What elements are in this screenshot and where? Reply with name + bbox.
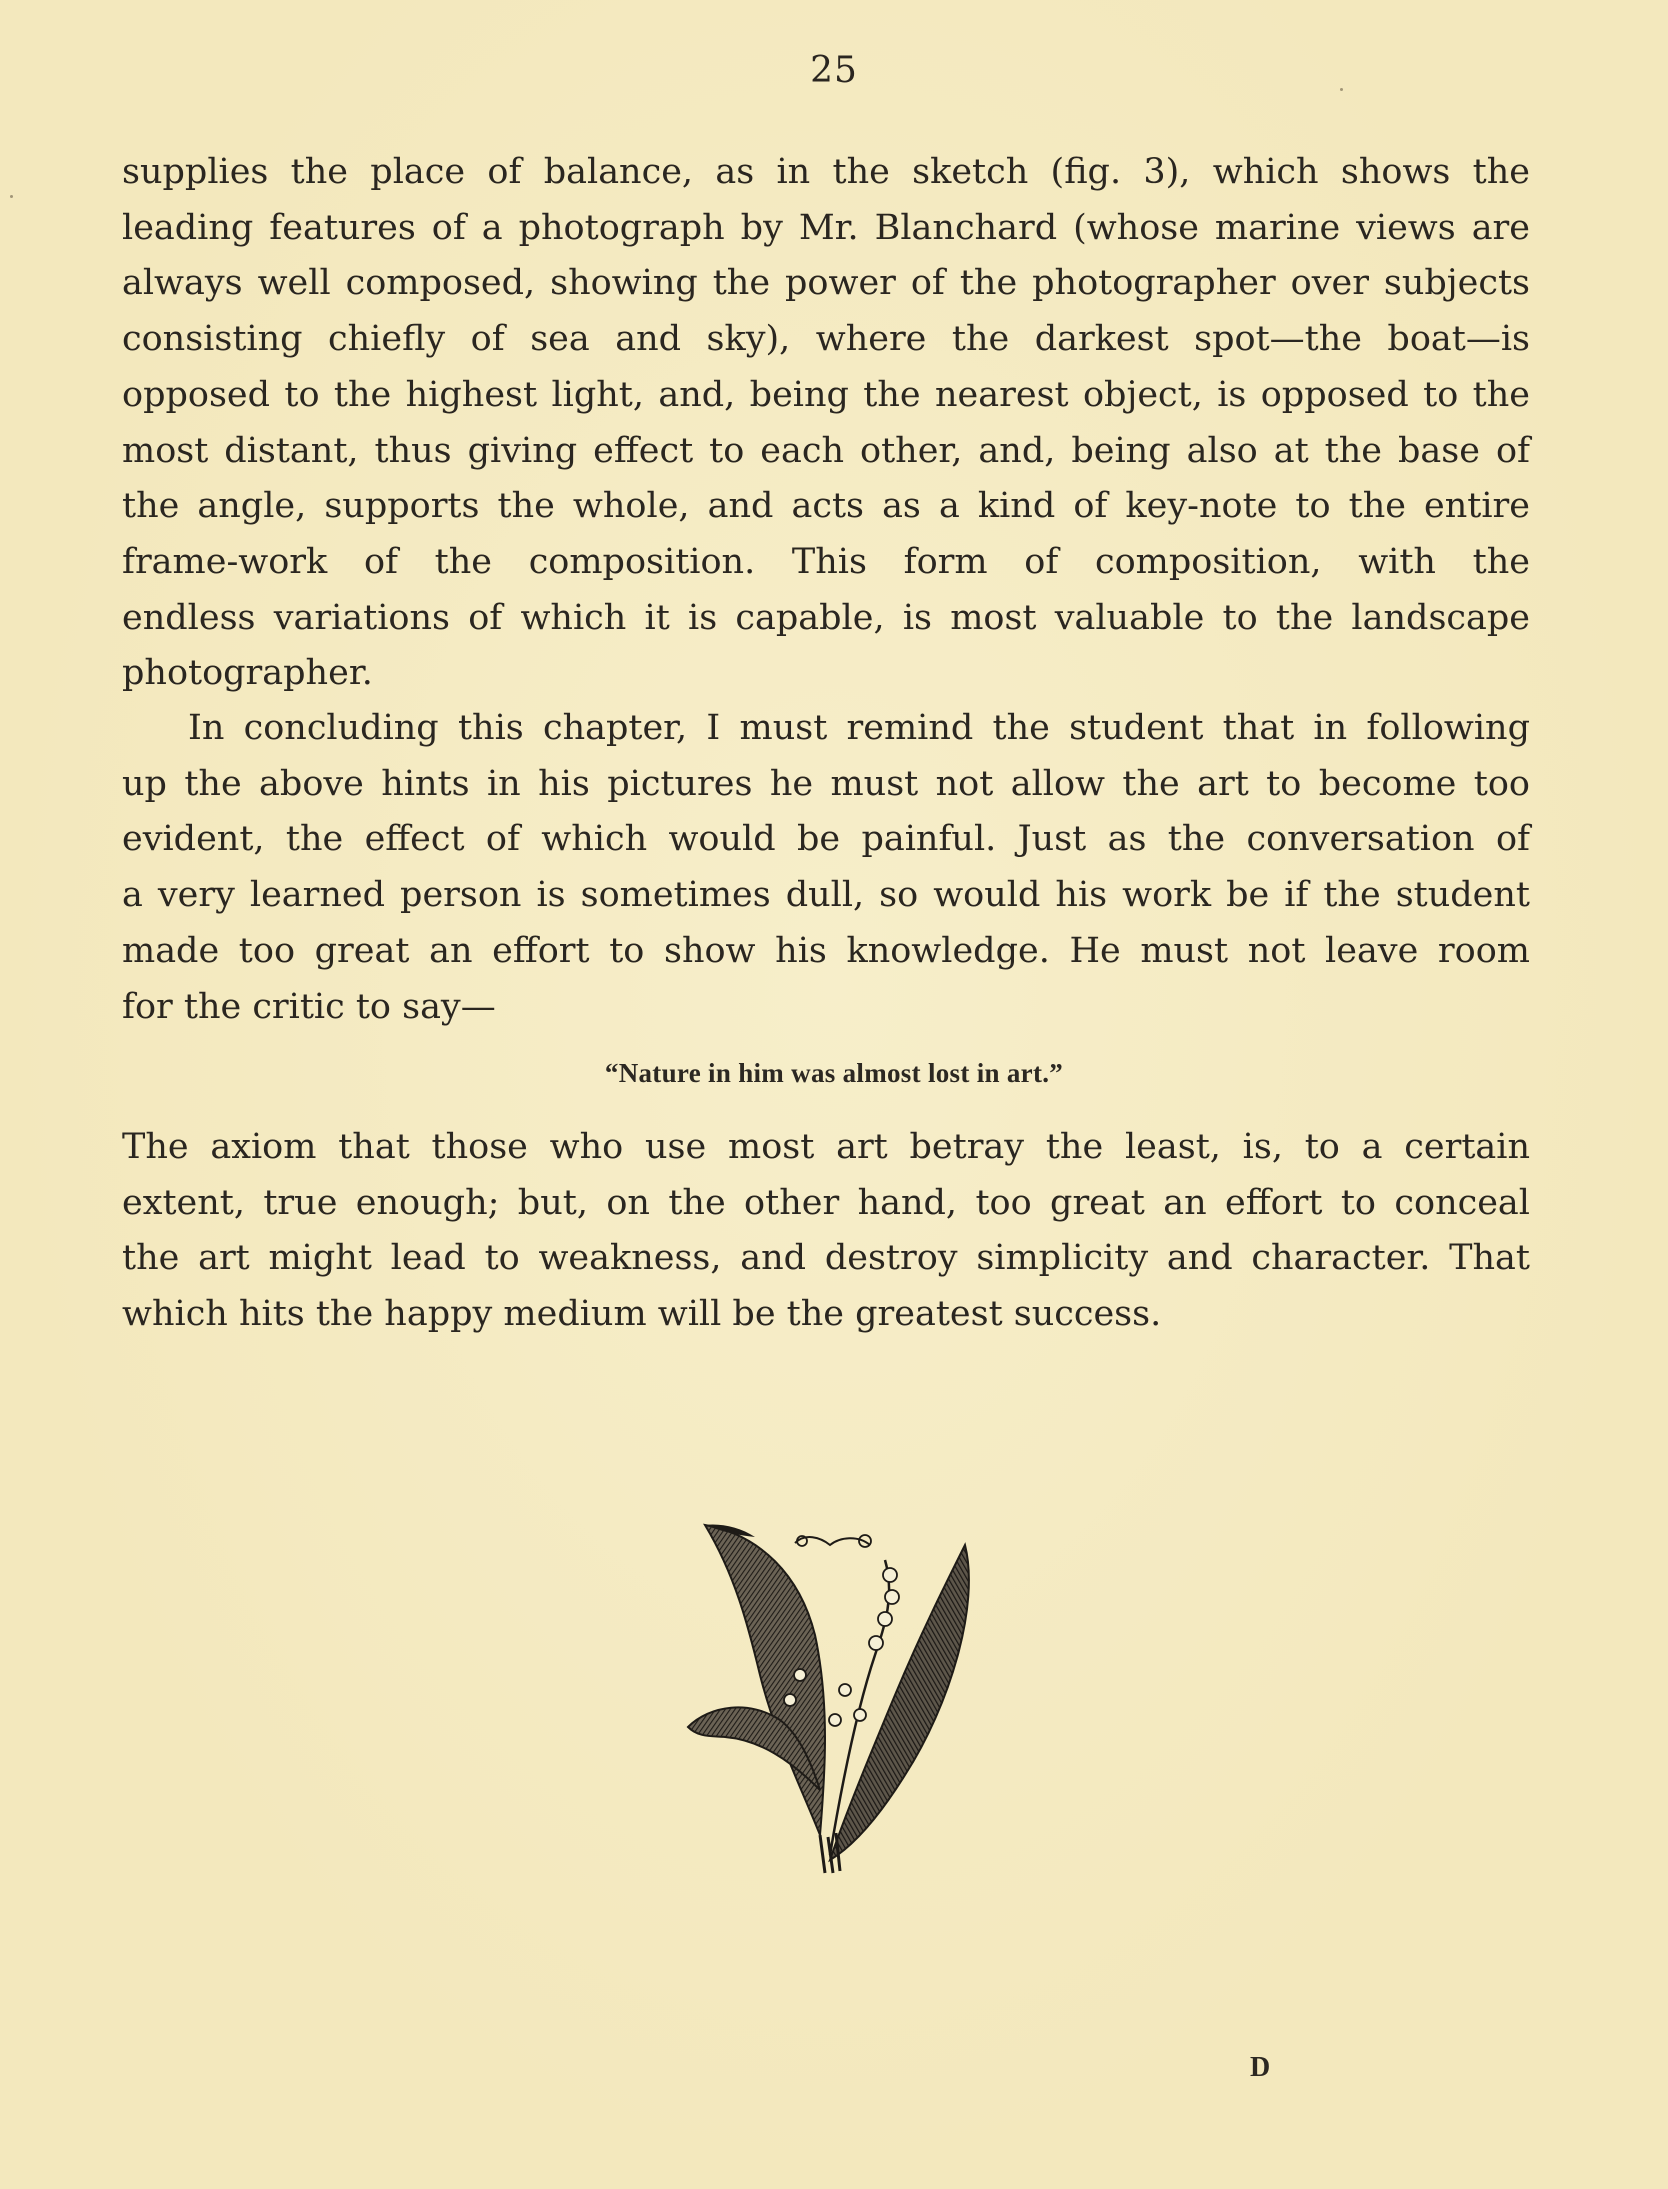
paper-speck: [1340, 88, 1343, 91]
paragraph-concluding: [122, 701, 1530, 1035]
text-line: extent, true enough; but, on the other hand, too great an effort to conceal: [122, 1182, 1530, 1223]
text-line: The axiom that those who use most art betray the least, is, to a certain: [122, 1127, 1530, 1167]
text-line: most distant, thus giving effect to each other, and, being also at the base of: [122, 430, 1530, 471]
page-number: 25: [810, 50, 858, 91]
text-line: leading features of a photograph by Mr. Blanchard (whose marine views are: [122, 207, 1530, 248]
text-line: which hits the happy medium will be the greatest success.: [122, 1294, 1162, 1335]
text-line: for the critic to say—: [122, 986, 496, 1027]
text-line: supplies the place of balance, as in the sketch (fig. 3), which shows the: [122, 152, 1530, 192]
text-line: In concluding this chapter, I must remind the student that in following: [188, 708, 1530, 748]
text-line: the angle, supports the whole, and acts as a kind of key-note to the entire: [122, 486, 1530, 527]
text-line: opposed to the highest light, and, being the nearest object, is opposed to the: [122, 374, 1530, 415]
signature-mark: D: [1250, 2052, 1271, 2083]
paragraph-composition: [122, 145, 1530, 702]
text-line: evident, the effect of which would be painful. Just as the conversation of: [122, 819, 1530, 860]
block-quote: “Nature in him was almost lost in art.”: [604, 1058, 1064, 1088]
text-line: consisting chiefly of sea and sky), where the darkest spot—the boat—is: [122, 319, 1530, 360]
text-line: photographer.: [122, 653, 373, 694]
paper-speck: [10, 195, 13, 198]
text-line: the art might lead to weakness, and destroy simplicity and character. That: [122, 1238, 1530, 1279]
text-line: made too great an effort to show his knowledge. He must not leave room: [122, 930, 1530, 971]
text-line: endless variations of which it is capable, is most valuable to the landscape: [122, 597, 1530, 638]
lily-of-the-valley-icon: [680, 1515, 980, 1875]
text-line: up the above hints in his pictures he must not allow the art to become too: [122, 763, 1530, 804]
paragraph-axiom: [122, 1120, 1530, 1343]
text-line: a very learned person is sometimes dull, so would his work be if the student: [122, 875, 1530, 916]
text-line: frame-work of the composition. This form of composition, with the: [122, 541, 1530, 582]
text-line: always well composed, showing the power of the photographer over subjects: [122, 263, 1530, 304]
